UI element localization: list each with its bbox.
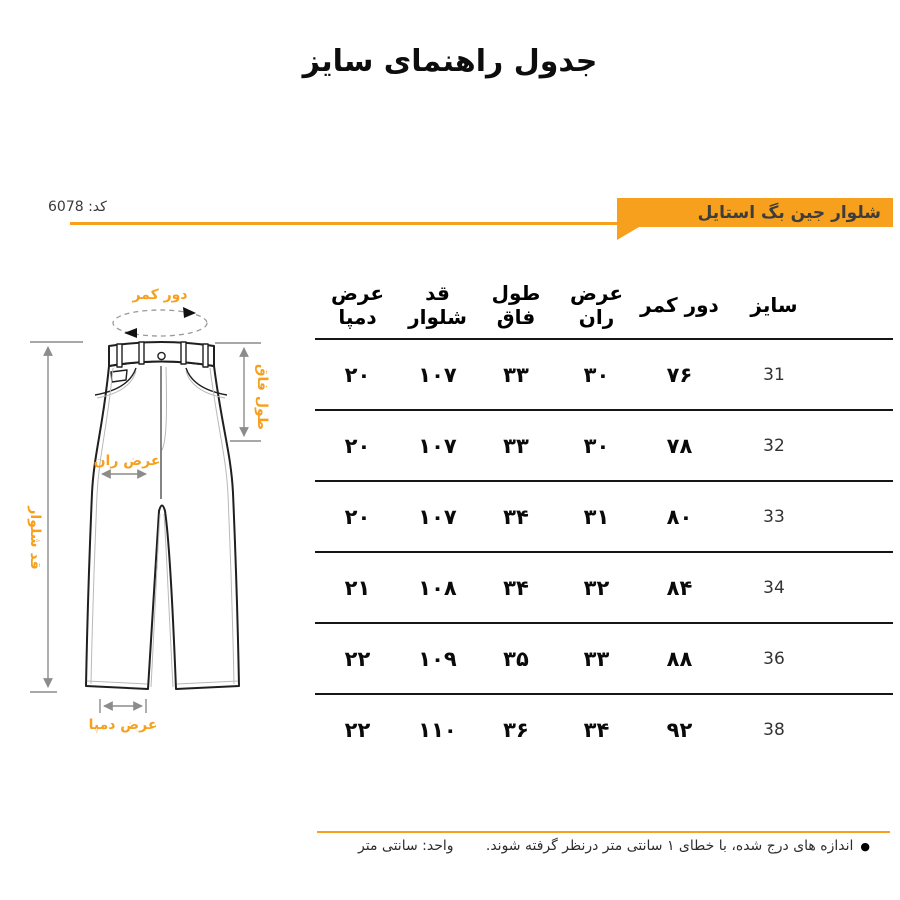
column-header-length: قد شلوار bbox=[408, 281, 467, 329]
rotation-arrow-left-icon bbox=[124, 328, 137, 338]
hem-label: عرض دمپا bbox=[88, 717, 158, 733]
cell-rise: ۳۴ bbox=[503, 575, 529, 600]
cell-thigh: ۳۳ bbox=[583, 646, 610, 671]
column-header-size: سایز bbox=[750, 293, 798, 317]
badge-tail-icon bbox=[617, 227, 639, 240]
tolerance-note bbox=[486, 838, 870, 854]
cell-length: ۱۰۷ bbox=[418, 504, 457, 529]
cell-rise: ۳۳ bbox=[503, 362, 529, 387]
cell-length: ۱۰۷ bbox=[418, 362, 457, 387]
cell-size: 36 bbox=[763, 648, 785, 669]
cell-thigh: ۳۲ bbox=[583, 575, 610, 600]
cell-waist: ۷۸ bbox=[666, 433, 693, 458]
column-header-hem: عرض دمپا bbox=[330, 281, 384, 329]
tolerance-note-text: اندازه های درج شده، با خطای ۱ سانتی متر درنظر گرفته شوند. bbox=[485, 838, 854, 854]
cell-thigh: ۳۴ bbox=[583, 717, 610, 742]
column-header-rise: طول فاق bbox=[491, 281, 541, 329]
unit-note: واحد: سانتی متر bbox=[358, 838, 454, 854]
cell-waist: ۸۰ bbox=[666, 504, 693, 529]
table-header-row bbox=[315, 272, 893, 340]
cell-rise: ۳۳ bbox=[503, 433, 529, 458]
rotation-arrow-right-icon bbox=[183, 307, 196, 318]
table-row-size-33 bbox=[315, 482, 893, 553]
size-table bbox=[315, 272, 893, 764]
cell-waist: ۷۶ bbox=[666, 362, 693, 387]
cell-waist: ۸۸ bbox=[666, 646, 693, 671]
cell-hem: ۲۰ bbox=[344, 504, 371, 529]
cell-size: 38 bbox=[763, 719, 785, 740]
cell-length: ۱۰۸ bbox=[418, 575, 457, 600]
page-title: جدول راهنمای سایز bbox=[302, 44, 598, 79]
cell-thigh: ۳۰ bbox=[583, 433, 610, 458]
cell-hem: ۲۰ bbox=[344, 362, 371, 387]
cell-length: ۱۱۰ bbox=[418, 717, 457, 742]
product-code: کد: 6078 bbox=[48, 199, 107, 215]
column-header-waist: دور کمر bbox=[640, 293, 719, 317]
table-row-size-34 bbox=[315, 553, 893, 624]
rise-label: طول فاق bbox=[254, 364, 270, 430]
product-name: شلوار جین بگ استایل bbox=[697, 202, 881, 223]
cell-thigh: ۳۰ bbox=[583, 362, 610, 387]
table-row-size-31 bbox=[315, 340, 893, 411]
footer-accent-line bbox=[317, 831, 890, 833]
cell-hem: ۲۱ bbox=[344, 575, 371, 600]
table-row-size-32 bbox=[315, 411, 893, 482]
thigh-label: عرض ران bbox=[93, 453, 161, 469]
cell-length: ۱۰۷ bbox=[418, 433, 457, 458]
pants-diagram bbox=[15, 278, 305, 743]
cell-length: ۱۰۹ bbox=[418, 646, 457, 671]
cell-size: 31 bbox=[763, 364, 785, 385]
cell-hem: ۲۰ bbox=[344, 433, 371, 458]
cell-thigh: ۳۱ bbox=[583, 504, 610, 529]
cell-hem: ۲۲ bbox=[344, 717, 371, 742]
table-row-size-36 bbox=[315, 624, 893, 695]
column-header-thigh: عرض ران bbox=[569, 281, 623, 329]
cell-size: 34 bbox=[763, 577, 785, 598]
cell-hem: ۲۲ bbox=[344, 646, 371, 671]
table-row-size-38 bbox=[315, 695, 893, 764]
bullet-icon: ● bbox=[860, 840, 870, 853]
cell-rise: ۳۶ bbox=[503, 717, 529, 742]
length-label: قد شلوار bbox=[27, 506, 43, 570]
cell-waist: ۹۲ bbox=[666, 717, 693, 742]
cell-waist: ۸۴ bbox=[666, 575, 693, 600]
header-accent-line bbox=[70, 222, 618, 225]
waist-label: دور کمر bbox=[132, 287, 188, 303]
pants-sketch bbox=[86, 342, 239, 689]
cell-rise: ۳۵ bbox=[503, 646, 529, 671]
cell-size: 32 bbox=[763, 435, 785, 456]
waist-measure-ellipse bbox=[113, 287, 207, 338]
hem-dimension bbox=[100, 699, 146, 713]
button bbox=[158, 352, 165, 359]
cell-rise: ۳۴ bbox=[503, 504, 529, 529]
product-name-badge bbox=[617, 198, 893, 227]
cell-size: 33 bbox=[763, 506, 785, 527]
